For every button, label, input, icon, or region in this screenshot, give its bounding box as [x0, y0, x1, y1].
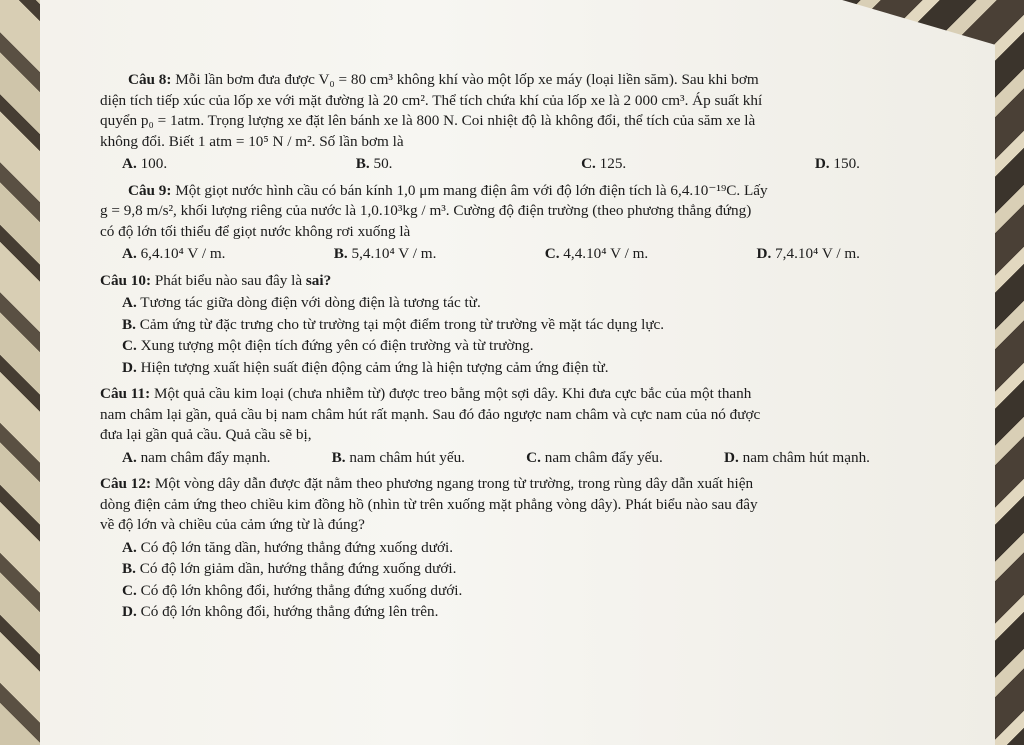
question-stem-line: Một quả cầu kim loại (chưa nhiễm từ) được treo bằng một sợi dây. Khi đưa cực bắc của một thanh — [154, 385, 752, 402]
option-b: B. 5,4.10⁴ V / m. — [333, 245, 437, 262]
option-a: A. nam châm đẩy mạnh. — [122, 448, 271, 466]
option-c: C. 125. — [581, 155, 627, 172]
question-stem-line: về độ lớn và chiều của cảm ứng từ là đúng? — [100, 516, 365, 533]
question-stem-line: g = 9,8 m/s², khối lượng riêng của nước là 1,0.10³kg / m³. Cường độ điện trường (theo phương thẳng đứng) — [100, 202, 752, 219]
question-stem-line: nam châm lại gần, quả cầu bị nam châm hút rất mạnh. Sau đó đảo ngược nam châm và cực nam của nó được — [100, 405, 761, 423]
question-stem-line: Một giọt nước hình cầu có bán kính 1,0 μm mang điện âm với độ lớn điện tích là 6,4.10⁻¹⁹C. Lấy — [175, 181, 768, 199]
question-number: Câu 8: — [128, 71, 172, 88]
option-d: D. 7,4.10⁴ V / m. — [756, 245, 860, 262]
option-c: C. nam châm đẩy yếu. — [526, 448, 663, 466]
option-d: D. nam châm hút mạnh. — [724, 448, 870, 466]
question-emphasis: sai? — [305, 271, 332, 289]
question-9 — [100, 181, 930, 265]
question-stem-line: Mỗi lần bơm đưa được V₀ = 80 cm³ không khí vào một lốp xe máy (loại liền săm). Sau khi bơm — [175, 71, 759, 88]
question-number: Câu 11: — [100, 385, 151, 402]
option-c: C. Có độ lớn không đổi, hướng thẳng đứng xuống dưới. — [122, 581, 463, 599]
question-10 — [100, 271, 930, 379]
option-d: D. Có độ lớn không đổi, hướng thẳng đứng lên trên. — [122, 603, 439, 620]
option-c: C. 4,4.10⁴ V / m. — [544, 245, 649, 262]
option-b: B. nam châm hút yếu. — [331, 448, 465, 466]
question-stem-line: có độ lớn tối thiểu để giọt nước không rơi xuống là — [100, 222, 411, 240]
question-stem-line: không đổi. Biết 1 atm = 10⁵ N / m². Số lần bơm là — [100, 132, 404, 150]
option-b: B. 50. — [355, 155, 393, 172]
question-stem-line: đưa lại gần quả cầu. Quả cầu sẽ bị, — [100, 426, 312, 443]
question-stem-line: Một vòng dây dẫn được đặt nằm theo phương ngang trong từ trường, trong rùng dây dẫn xuất hiện — [154, 475, 754, 492]
question-number: Câu 12: — [100, 475, 152, 492]
question-stem-line: quyển p₀ = 1atm. Trọng lượng xe đặt lên bánh xe là 800 N. Coi nhiệt độ là không đổi, thể tích của săm xe là — [100, 112, 756, 129]
question-stem-line: dòng điện cảm ứng theo chiều kim đồng hồ (nhìn từ trên xuống mặt phẳng vòng dây). Phát biểu nào sau đây — [100, 495, 758, 513]
options-row — [100, 244, 930, 265]
question-8 — [100, 70, 930, 175]
question-number: Câu 9: — [128, 181, 172, 199]
question-number: Câu 10: — [100, 271, 152, 289]
question-stem-line: diện tích tiếp xúc của lốp xe với mặt đường là 20 cm². Thể tích chứa khí của lốp xe là 2 000 cm³. Áp suất khí — [100, 91, 763, 109]
options-list — [100, 293, 930, 378]
option-d: D. 150. — [814, 155, 860, 172]
exam-content — [100, 70, 930, 629]
option-b: B. Cảm ứng từ đặc trưng cho từ trường tại một điểm trong từ trường về mặt tác dụng lực. — [122, 315, 665, 333]
options-row — [100, 448, 930, 469]
options-list — [100, 538, 930, 623]
option-c: C. Xung tượng một điện tích đứng yên có điện trường và từ trường. — [122, 337, 534, 354]
option-a: A. Có độ lớn tăng dần, hướng thẳng đứng xuống dưới. — [122, 538, 454, 556]
option-a: A. Tương tác giữa dòng điện với dòng điện là tương tác từ. — [122, 294, 481, 311]
question-11 — [100, 384, 930, 468]
option-a: A. 100. — [122, 155, 168, 172]
question-12 — [100, 474, 930, 623]
question-stem: Phát biểu nào sau đây là — [154, 271, 303, 289]
option-a: A. 6,4.10⁴ V / m. — [122, 245, 226, 262]
option-b: B. Có độ lớn giảm dần, hướng thẳng đứng xuống dưới. — [122, 560, 457, 577]
options-row — [100, 154, 930, 175]
option-d: D. Hiện tượng xuất hiện suất điện động cảm ứng là hiện tượng cảm ứng điện từ. — [122, 358, 609, 376]
